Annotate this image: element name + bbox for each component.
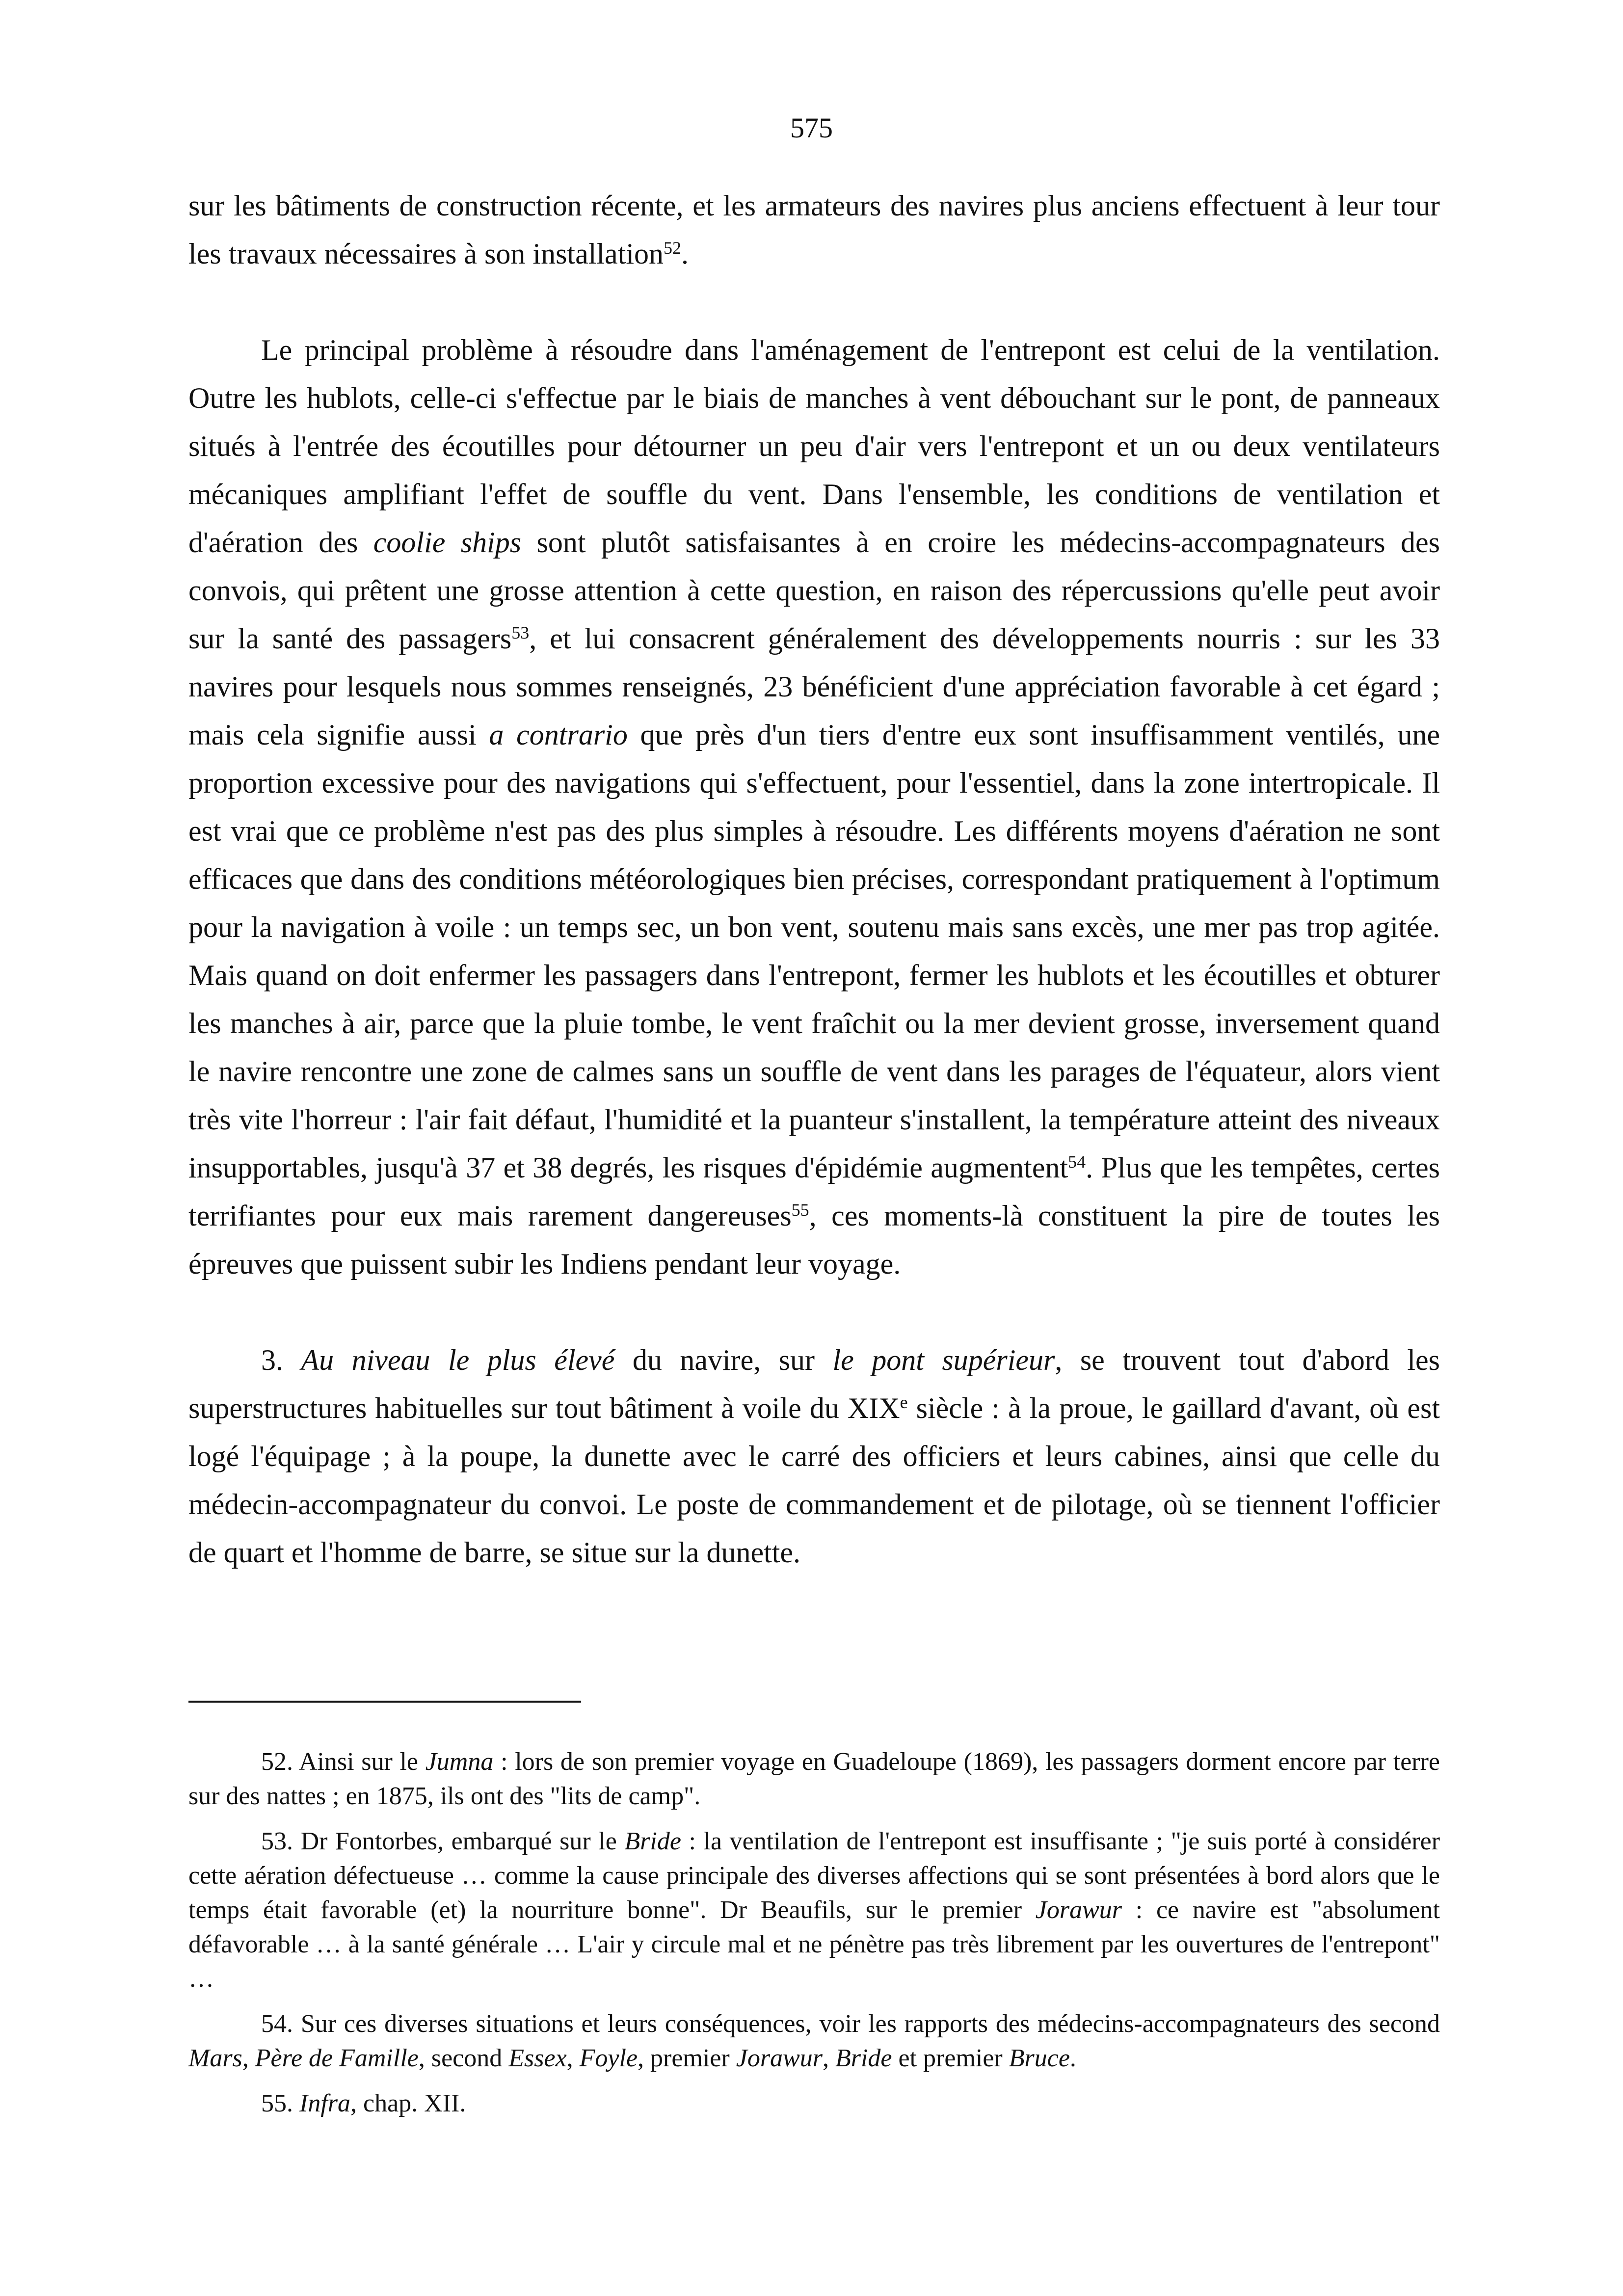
- footnote-53: 53. Dr Fontorbes, embarqué sur le Bride : la ventilation de l'entrepont est insuffisante ; "je suis porté à considérer cette aération défectueuse … comme la cause principale des diverses affections qui se sont présentées à bord alors que le temps était favorable (et) la nourriture bonne". Dr Beaufils, sur le premier Jorawur : ce navire est "absolument défavorable … à la santé générale … L'air y circule mal et ne pénètre pas très librement par les ouvertures de l'entrepont" …: [188, 1827, 1440, 1993]
- footnote-ref-55[interactable]: 55: [791, 1200, 809, 1220]
- footnotes: [188, 1745, 1440, 2132]
- footnote-55: 55. Infra, chap. XII.: [261, 2089, 466, 2117]
- footnote-ref-54[interactable]: 54: [1068, 1152, 1086, 1172]
- footnote-54: 54. Sur ces diverses situations et leurs conséquences, voir les rapports des médecins-accompagnateurs des second Mars, Père de Famille, second Essex, Foyle, premier Jorawur, Bride et premier Bruce.: [188, 2010, 1440, 2072]
- footnote-ref-52[interactable]: 52: [664, 238, 682, 258]
- paragraph-ventilation: Le principal problème à résoudre dans l'aménagement de l'entrepont est celui de la ventilation. Outre les hublots, celle-ci s'effectue par le biais de manches à vent débouchant sur le pont, de panneaux situés à l'entrée des écoutilles pour détourner un peu d'air vers l'entrepont et un ou deux ventilateurs mécaniques amplifiant l'effet de souffle du vent. Dans l'ensemble, les conditions de ventilation et d'aération des coolie ships sont plutôt satisfaisantes à en croire les médecins-accompagnateurs des convois, qui prêtent une grosse attention à cette question, en raison des répercussions qu'elle peut avoir sur la santé des passagers$^{53}$, et lui consacrent généralement des développements nourris : sur les 33 navires pour lesquels nous sommes renseignés, 23 bénéficient d'une appréciation favorable à cet égard ; mais cela signifie aussi a contrario que près d'un tiers d'entre eux sont insuffisamment ventilés, une proportion excessive pour des navigations qui s'effectuent, pour l'essentiel, dans la zone intertropicale. Il est vrai que ce problème n'est pas des plus simples à résoudre. Les différents moyens d'aération ne sont efficaces que dans des conditions météorologiques bien précises, correspondant pratiquement à l'optimum pour la navigation à voile : un temps sec, un bon vent, soutenu mais sans excès, une mer pas trop agitée. Mais quand on doit enfermer les passagers dans l'entrepont, fermer les hublots et les écoutilles et obturer les manches à air, parce que la pluie tombe, le vent fraîchit ou la mer devient grosse, inversement quand le navire rencontre une zone de calmes sans un souffle de vent dans les parages de l'équateur, alors vient très vite l'horreur : l'air fait défaut, l'humidité et la puanteur s'installent, la température atteint des niveaux insupportables, jusqu'à 37 et 38 degrés, les risques d'épidémie augmentent$^{54}$. Plus que les tempêtes, certes terrifiantes pour eux mais rarement dangereuses$^{55}$, ces moments-là constituent la pire de toutes les épreuves que puissent subir les Indiens pendant leur voyage.: [188, 334, 1440, 1280]
- paragraph-continuation: sur les bâtiments de construction récente, et les armateurs des navires plus anciens effectuent à leur tour les travaux nécessaires à son installation$^{52}$.: [188, 189, 1440, 270]
- page-number: 575: [790, 112, 833, 144]
- century-superscript: e: [900, 1392, 908, 1413]
- paragraph-upper-deck: 3. Au niveau le plus élevé du navire, sur le pont supérieur, se trouvent tout d'abord les superstructures habituelles sur tout bâtiment à voile du XIXe siècle : à la proue, le gaillard d'avant, où est logé l'équipage ; à la poupe, la dunette avec le carré des officiers et leurs cabines, ainsi que celle du médecin-accompagnateur du convoi. Le poste de commandement et de pilotage, où se tiennent l'officier de quart et l'homme de barre, se situe sur la dunette.: [188, 1344, 1440, 1569]
- footnote-ref-53[interactable]: 53: [511, 623, 530, 643]
- footnote-separator: [188, 1701, 581, 1703]
- main-text: [188, 182, 1440, 1576]
- footnote-52: 52. Ainsi sur le Jumna : lors de son premier voyage en Guadeloupe (1869), les passagers dorment encore par terre sur des nattes ; en 1875, ils ont des "lits de camp".: [188, 1748, 1440, 1810]
